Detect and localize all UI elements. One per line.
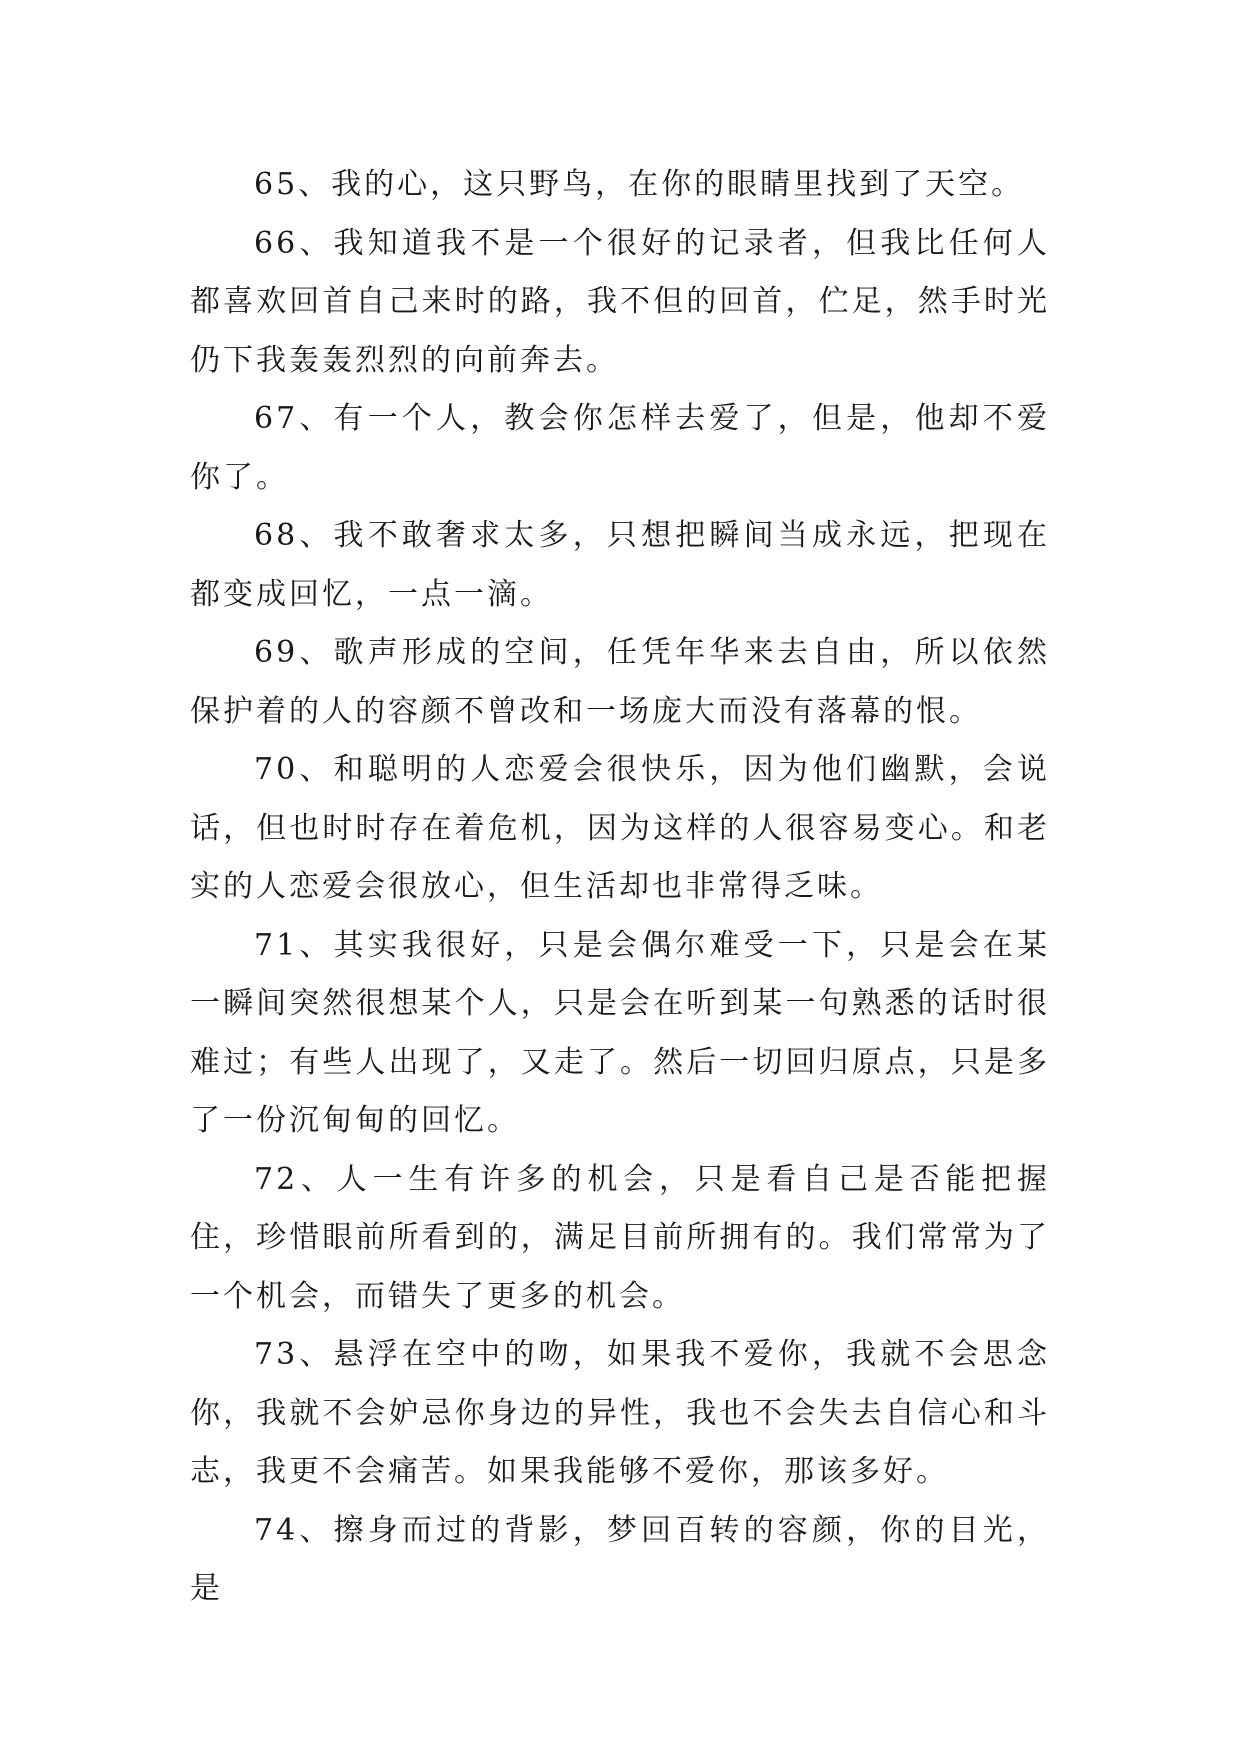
paragraph-65: 65、我的心，这只野鸟，在你的眼睛里找到了天空。 [254, 167, 1025, 202]
paragraph-68: 68、我不敢奢求太多，只想把瞬间当成永远，把现在都变成回忆，一点一滴。 [190, 518, 1050, 612]
paragraph-66: 66、我知道我不是一个很好的记录者，但我比任何人都喜欢回首自己来时的路，我不但的回首，伫足，然手时光仍下我轰轰烈烈的向前奔去。 [190, 225, 1050, 378]
paragraph-72: 72、人一生有许多的机会，只是看自己是否能把握住，珍惜眼前所看到的，满足目前所拥有的。我们常常为了一个机会，而错失了更多的机会。 [190, 1161, 1050, 1314]
paragraph-73: 73、悬浮在空中的吻，如果我不爱你，我就不会思念你，我就不会妒忌你身边的异性，我也不会失去自信心和斗志，我更不会痛苦。如果我能够不爱你，那该多好。 [190, 1337, 1050, 1489]
document-body [190, 156, 1050, 1619]
paragraph-67: 67、有一个人，教会你怎样去爱了，但是，他却不爱你了。 [190, 401, 1050, 495]
paragraph-74: 74、擦身而过的背影，梦回百转的容颜，你的目光，是 [190, 1512, 1050, 1606]
paragraph-70: 70、和聪明的人恋爱会很快乐，因为他们幽默，会说话，但也时时存在着危机，因为这样的人很容易变心。和老实的人恋爱会很放心，但生活却也非常得乏味。 [190, 752, 1050, 904]
paragraph-71: 71、其实我很好，只是会偶尔难受一下，只是会在某一瞬间突然很想某个人，只是会在听到某一句熟悉的话时很难过；有些人出现了，又走了。然后一切回归原点，只是多了一份沉甸甸的回忆。 [190, 927, 1050, 1138]
paragraph-69: 69、歌声形成的空间，任凭年华来去自由，所以依然保护着的人的容颜不曾改和一场庞大而没有落幕的恨。 [190, 635, 1050, 729]
